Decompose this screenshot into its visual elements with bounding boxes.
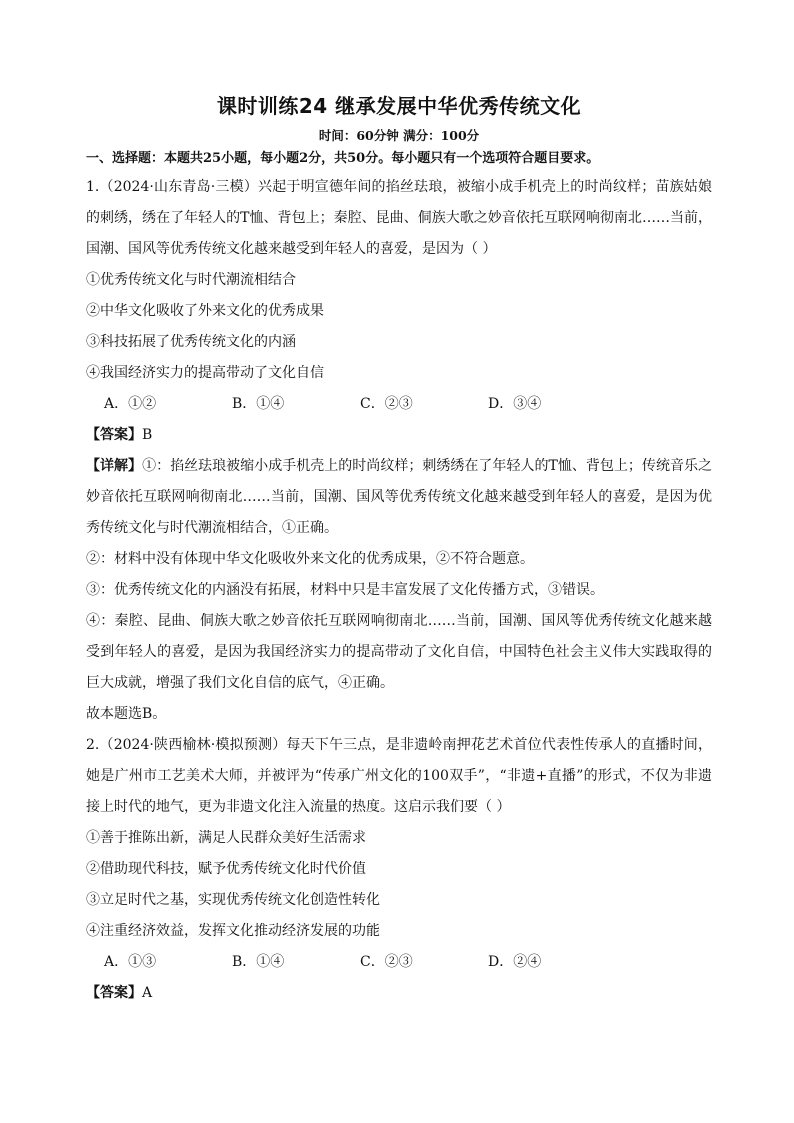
page-title: 课时训练24 继承发展中华优秀传统文化: [216, 94, 582, 118]
question-2-choice-a: A．①③: [104, 954, 157, 970]
question-1-choice-b: B．①④: [232, 396, 285, 412]
answer-value: B: [142, 427, 153, 443]
answer-label: 【答案】: [86, 427, 142, 443]
question-1-choices: [104, 389, 712, 420]
question-1-choice-a: A．①②: [104, 396, 157, 412]
question-1-choice-d: D．③④: [488, 396, 542, 412]
question-2-choice-b: B．①④: [232, 954, 285, 970]
question-2-choices: [104, 947, 712, 978]
question-2-option-4: ④注重经济效益，发挥文化推动经济发展的功能: [86, 923, 380, 939]
question-1-detail-4: ④：秦腔、昆曲、侗族大歌之妙音依托互联网响彻南北……当前，国潮、国风等优秀传统文化越来越受到年轻人的喜爱，是因为我国经济实力的提高带动了文化自信，中国特色社会主义伟大实践取得的巨大成就，增强了我们文化自信的底气，④正确。: [86, 613, 712, 691]
question-2-option-3: ③立足时代之基，实现优秀传统文化创造性转化: [86, 892, 380, 908]
question-1-answer: [86, 420, 712, 451]
answer-label: 【答案】: [86, 985, 142, 1001]
question-1-detail-3: ③：优秀传统文化的内涵没有拓展，材料中只是丰富发展了文化传播方式，③错误。: [86, 582, 604, 598]
detail-text: ①：掐丝珐琅被缩小成手机壳上的时尚纹样；刺绣绣在了年轻人的T恤、背包上；传统音乐之妙音依托互联网响彻南北……当前，国潮、国风等优秀传统文化越来越受到年轻人的喜爱，是因为优秀传统文化与时代潮流相结合，①正确。: [86, 458, 712, 536]
section-heading: 一、选择题：本题共25小题，每小题2分，共50分。每小题只有一个选项符合题目要求。: [86, 151, 600, 166]
question-2: [86, 730, 712, 1009]
exam-meta: 时间：60分钟 满分：100分: [318, 128, 480, 143]
question-1-choice-c: C．②③: [360, 396, 413, 412]
question-1-option-3: ③科技拓展了优秀传统文化的内涵: [86, 334, 296, 350]
question-1-stem: 1.（2024·山东青岛·三模）兴起于明宣德年间的掐丝珐琅，被缩小成手机壳上的时尚纹样；苗族姑娘的刺绣，绣在了年轻人的T恤、背包上；秦腔、昆曲、侗族大歌之妙音依托互联网响彻南北……当前，国潮、国风等优秀传统文化越来越受到年轻人的喜爱，是因为（ ）: [86, 179, 712, 257]
question-2-option-1: ①善于推陈出新，满足人民群众美好生活需求: [86, 830, 366, 846]
answer-value: A: [142, 985, 153, 1001]
question-1: [86, 172, 712, 730]
question-2-answer: [86, 978, 712, 1009]
question-2-stem: 2.（2024·陕西榆林·模拟预测）每天下午三点，是非遗岭南押花艺术首位代表性传承人的直播时间，她是广州市工艺美术大师，并被评为“传承广州文化的100双手”，“非遗+直播”的形式，不仅为非遗接上时代的地气，更为非遗文化注入流量的热度。这启示我们要（ ）: [86, 737, 712, 815]
question-1-detail-2: ②：材料中没有体现中华文化吸收外来文化的优秀成果，②不符合题意。: [86, 551, 534, 567]
question-1-conclusion: 故本题选B。: [86, 706, 167, 722]
question-1-detail-1: [86, 451, 712, 544]
question-2-option-2: ②借助现代科技，赋予优秀传统文化时代价值: [86, 861, 366, 877]
question-2-choice-d: D．②④: [488, 954, 542, 970]
question-1-option-2: ②中华文化吸收了外来文化的优秀成果: [86, 303, 324, 319]
question-1-option-1: ①优秀传统文化与时代潮流相结合: [86, 272, 296, 288]
detail-label: 【详解】: [86, 458, 143, 474]
question-2-choice-c: C．②③: [360, 954, 413, 970]
question-1-option-4: ④我国经济实力的提高带动了文化自信: [86, 365, 324, 381]
